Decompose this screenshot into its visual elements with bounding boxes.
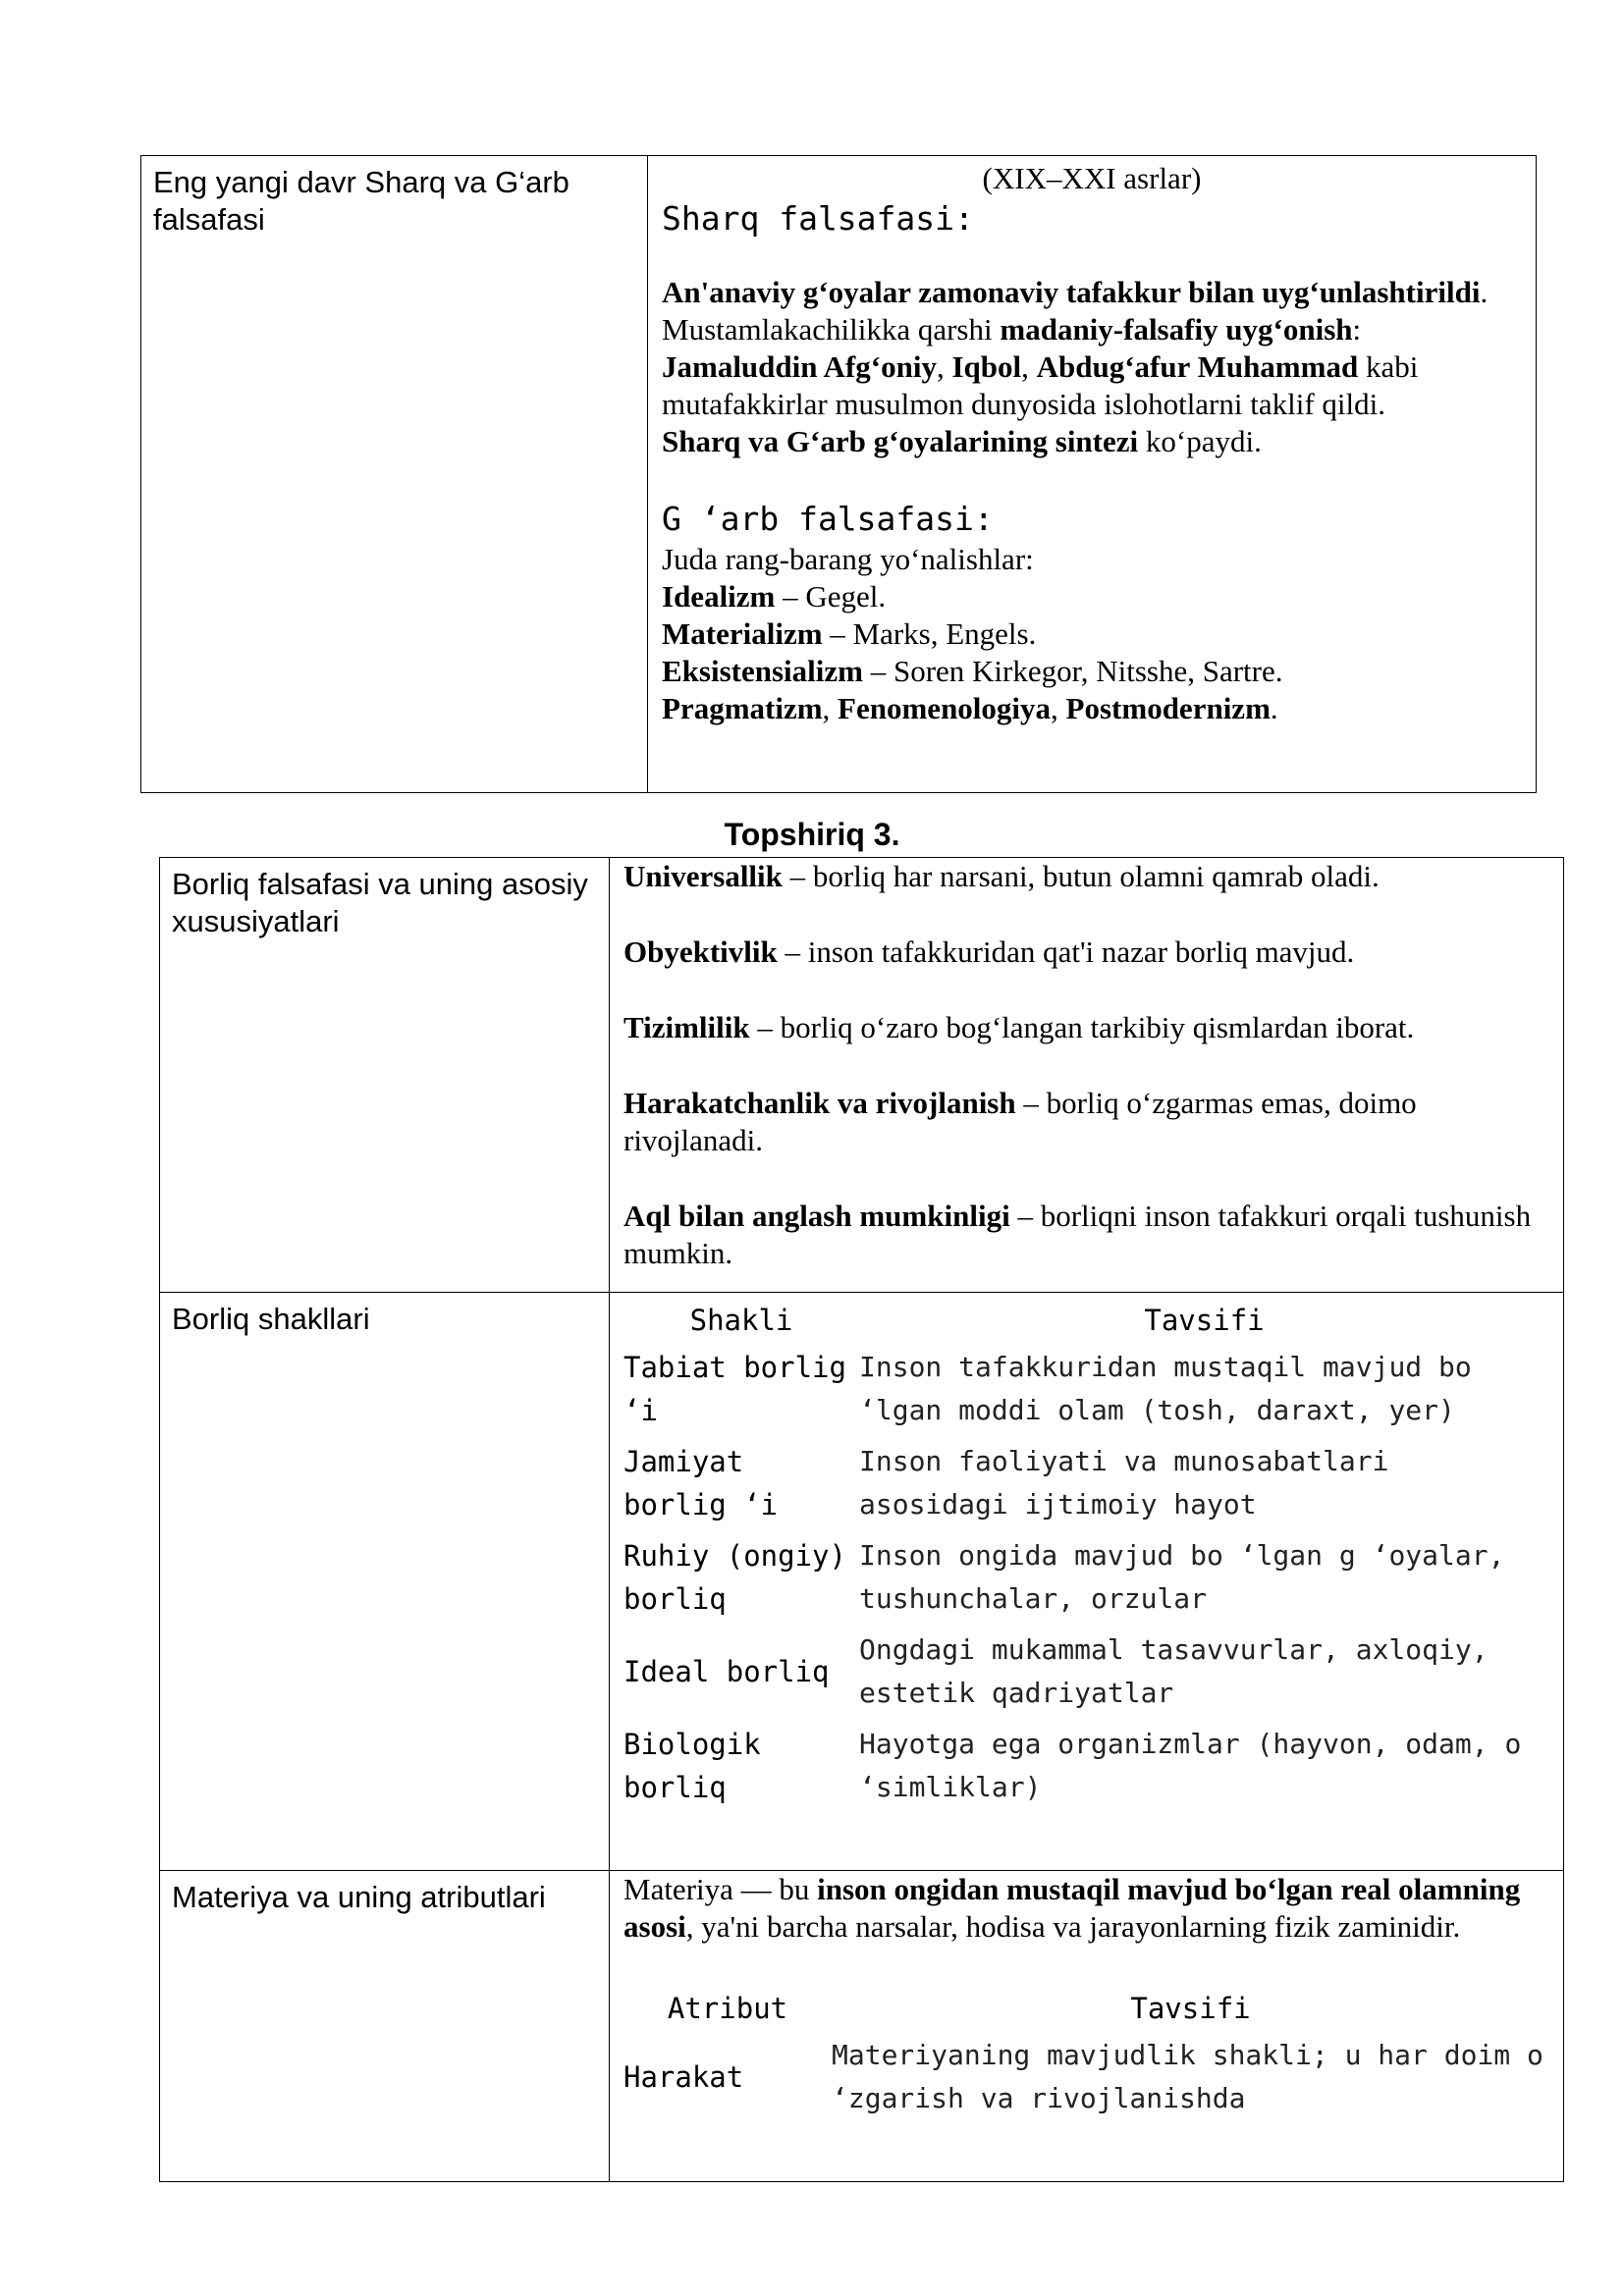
west-item: Materializm – Marks, Engels. xyxy=(662,616,1037,651)
table-row xyxy=(623,1530,1549,1625)
form-name: Biologik borliq xyxy=(623,1728,761,1804)
task-title: Topshiriq 3. xyxy=(724,817,900,852)
row-label-cell xyxy=(160,858,610,1293)
west-heading: G ‘arb falsafasi: xyxy=(662,500,994,538)
east-line-3: Jamaluddin Afg‘oniy, Iqbol, Abdug‘afur Muhammad kabi mutafakkirlar musulmon dunyosida islohotlarni taklif qildi. xyxy=(662,349,1419,421)
era-label: (XIX–XXI asrlar) xyxy=(982,161,1202,195)
row-label: Borliq shakllari xyxy=(172,1302,370,1336)
form-description: Hayotga ega organizmlar (hayvon, odam, o ‘simliklar) xyxy=(859,1728,1522,1803)
row-label: Borliq falsafasi va uning asosiy xususiyatlari xyxy=(172,867,588,938)
row-label: Materiya va uning atributlari xyxy=(172,1880,546,1914)
property-item: Harakatchanlik va rivojlanish – borliq o‘zgarmas emas, doimo rivojlanadi. xyxy=(623,1086,1417,1157)
form-name: Ideal borliq xyxy=(623,1655,830,1688)
form-name: Tabiat borlig ‘i xyxy=(623,1351,846,1427)
table-row xyxy=(623,2030,1549,2124)
table-row xyxy=(623,1342,1549,1436)
form-name: Jamiyat borlig ‘i xyxy=(623,1445,779,1522)
attribute-description: Materiyaning mavjudlik shakli; u har doim o ‘zgarish va rivojlanishda xyxy=(832,2039,1543,2114)
attributes-col-header: Tavsifi xyxy=(1130,1992,1251,2025)
period-label-cell xyxy=(141,156,648,793)
east-heading: Sharq falsafasi: xyxy=(662,199,974,238)
table-row xyxy=(623,1719,1549,1813)
history-table xyxy=(140,155,1537,793)
forms-col-header: Shakli xyxy=(689,1304,793,1337)
period-label: Eng yangi davr Sharq va G‘arb falsafasi xyxy=(153,165,569,237)
east-line-2: Mustamlakachilikka qarshi madaniy-falsafiy uyg‘onish: xyxy=(662,312,1362,347)
property-item: Tizimlilik – borliq o‘zaro bog‘langan tarkibiy qismlardan iborat. xyxy=(623,1010,1415,1044)
being-table xyxy=(159,857,1564,2182)
east-section xyxy=(648,197,1536,460)
east-line-4: Sharq va G‘arb g‘oyalarining sintezi ko‘paydi. xyxy=(662,424,1262,458)
property-item: Aql bilan anglash mumkinligi – borliqni inson tafakkuri orqali tushunish mumkin. xyxy=(623,1199,1532,1270)
attributes-col-header: Atribut xyxy=(667,1992,788,2025)
west-section xyxy=(648,498,1536,727)
properties-cell xyxy=(610,858,1564,1293)
form-description: Inson ongida mavjud bo ‘lgan g ‘oyalar, tushunchalar, orzular xyxy=(859,1539,1505,1615)
properties-list xyxy=(623,858,1549,1272)
period-content-cell xyxy=(648,156,1537,793)
attribute-name: Harakat xyxy=(623,2060,744,2094)
east-line-1: An'anaviy g‘oyalar zamonaviy tafakkur bilan uyg‘unlashtirildi. xyxy=(662,275,1489,309)
form-name: Ruhiy (ongiy) borliq xyxy=(623,1539,846,1616)
form-description: Inson tafakkuridan mustaqil mavjud bo ‘lgan moddi olam (tosh, daraxt, yer) xyxy=(859,1351,1472,1426)
forms-col-header: Tavsifi xyxy=(1144,1304,1265,1337)
matter-definition: Materiya — bu inson ongidan mustaqil mavjud bo‘lgan real olamning asosi, ya'ni barcha narsalar, hodisa va jarayonlarning fizik zaminidir. xyxy=(623,1872,1521,1944)
form-description: Ongdagi mukammal tasavvurlar, axloqiy, estetik qadriyatlar xyxy=(859,1633,1489,1709)
table-row xyxy=(623,1625,1549,1719)
forms-cell xyxy=(610,1293,1564,1871)
property-item: Universallik – borliq har narsani, butun olamni qamrab oladi. xyxy=(623,859,1380,893)
west-item: Idealizm – Gegel. xyxy=(662,579,887,614)
form-description: Inson faoliyati va munosabatlari asosidagi ijtimoiy hayot xyxy=(859,1445,1389,1521)
matter-cell xyxy=(610,1871,1564,2182)
west-item-last: Pragmatizm, Fenomenologiya, Postmodernizm. xyxy=(662,691,1278,725)
west-item: Eksistensializm – Soren Kirkegor, Nitsshe, Sartre. xyxy=(662,654,1283,688)
row-label-cell xyxy=(160,1293,610,1871)
forms-table xyxy=(623,1293,1549,1813)
table-row xyxy=(623,1436,1549,1530)
west-intro: Juda rang-barang yo‘nalishlar: xyxy=(662,542,1034,576)
row-label-cell xyxy=(160,1871,610,2182)
property-item: Obyektivlik – inson tafakkuridan qat'i nazar borliq mavjud. xyxy=(623,934,1355,969)
attributes-table xyxy=(623,1981,1549,2124)
